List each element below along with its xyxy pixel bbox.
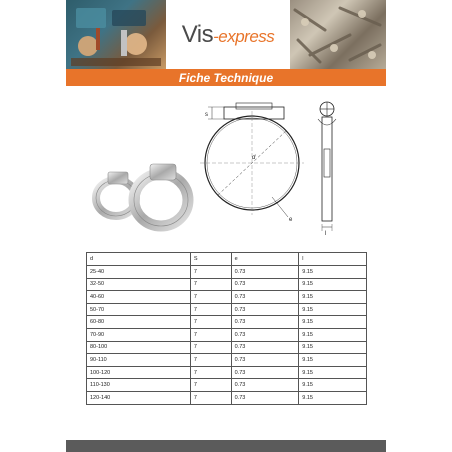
- cell-l: 9.15: [299, 391, 367, 404]
- brand-logo[interactable]: [166, 0, 290, 69]
- cell-l: 9.15: [299, 266, 367, 279]
- cell-l: 9.15: [299, 316, 367, 329]
- cell-l: 9.15: [299, 354, 367, 367]
- cell-d: 70-90: [87, 328, 191, 341]
- table-row: [87, 366, 367, 379]
- screws-photo: [290, 0, 386, 69]
- cell-d: 40-60: [87, 291, 191, 304]
- table-row: [87, 341, 367, 354]
- cell-s: 7: [190, 341, 231, 354]
- cell-s: 7: [190, 303, 231, 316]
- logo-text: [182, 21, 275, 49]
- table-row: [87, 266, 367, 279]
- cell-d: 32-50: [87, 278, 191, 291]
- table-row: [87, 379, 367, 392]
- cell-s: 7: [190, 391, 231, 404]
- cell-l: 9.15: [299, 366, 367, 379]
- cell-d: 110-130: [87, 379, 191, 392]
- cell-e: 0.73: [231, 366, 299, 379]
- cell-d: 25-40: [87, 266, 191, 279]
- cell-d: 90-110: [87, 354, 191, 367]
- table-row: [87, 291, 367, 304]
- title-banner: [66, 69, 386, 86]
- cell-d: 120-140: [87, 391, 191, 404]
- cell-s: 7: [190, 354, 231, 367]
- cell-l: 9.15: [299, 303, 367, 316]
- label-l: l: [325, 231, 327, 237]
- footer-bar: [66, 440, 386, 452]
- header-e: e: [231, 253, 299, 266]
- cell-e: 0.73: [231, 341, 299, 354]
- cell-e: 0.73: [231, 291, 299, 304]
- hose-clamp-icon: [86, 150, 196, 240]
- clamp-dimension-diagram: [196, 97, 351, 237]
- cell-l: 9.15: [299, 278, 367, 291]
- table-row: [87, 303, 367, 316]
- side-view-band: [322, 117, 332, 221]
- technical-drawing: [196, 97, 351, 237]
- cell-l: 9.15: [299, 291, 367, 304]
- cell-e: 0.73: [231, 303, 299, 316]
- label-s: s: [205, 112, 208, 118]
- label-e: e: [289, 217, 293, 223]
- cell-e: 0.73: [231, 379, 299, 392]
- header-l: l: [299, 253, 367, 266]
- table-row: [87, 354, 367, 367]
- cell-l: 9.15: [299, 341, 367, 354]
- cell-s: 7: [190, 266, 231, 279]
- tools-workshop-photo: [66, 0, 166, 69]
- cell-e: 0.73: [231, 354, 299, 367]
- cell-s: 7: [190, 379, 231, 392]
- cell-e: 0.73: [231, 278, 299, 291]
- cell-l: 9.15: [299, 328, 367, 341]
- cell-d: 60-80: [87, 316, 191, 329]
- cell-s: 7: [190, 328, 231, 341]
- label-d: d: [252, 155, 256, 161]
- cell-d: 80-100: [87, 341, 191, 354]
- cell-l: 9.15: [299, 379, 367, 392]
- banner-title: Fiche Technique: [178, 70, 274, 85]
- cell-d: 50-70: [87, 303, 191, 316]
- tools-workshop-illustration: [66, 0, 166, 69]
- cell-s: 7: [190, 366, 231, 379]
- table-row: [87, 278, 367, 291]
- cell-e: 0.73: [231, 391, 299, 404]
- logo-main: Vis: [181, 20, 214, 48]
- specifications-table: [86, 252, 367, 405]
- screws-illustration: [290, 0, 386, 69]
- table-header-row: [87, 253, 367, 266]
- cell-e: 0.73: [231, 316, 299, 329]
- cell-e: 0.73: [231, 328, 299, 341]
- table-row: [87, 316, 367, 329]
- cell-s: 7: [190, 278, 231, 291]
- cell-s: 7: [190, 291, 231, 304]
- header-s: S: [190, 253, 231, 266]
- cell-d: 100-120: [87, 366, 191, 379]
- header-d: d: [87, 253, 191, 266]
- hose-clamp-photo: [86, 150, 196, 240]
- table-row: [87, 328, 367, 341]
- cell-s: 7: [190, 316, 231, 329]
- cell-e: 0.73: [231, 266, 299, 279]
- table-row: [87, 391, 367, 404]
- logo-sub: -express: [213, 26, 275, 46]
